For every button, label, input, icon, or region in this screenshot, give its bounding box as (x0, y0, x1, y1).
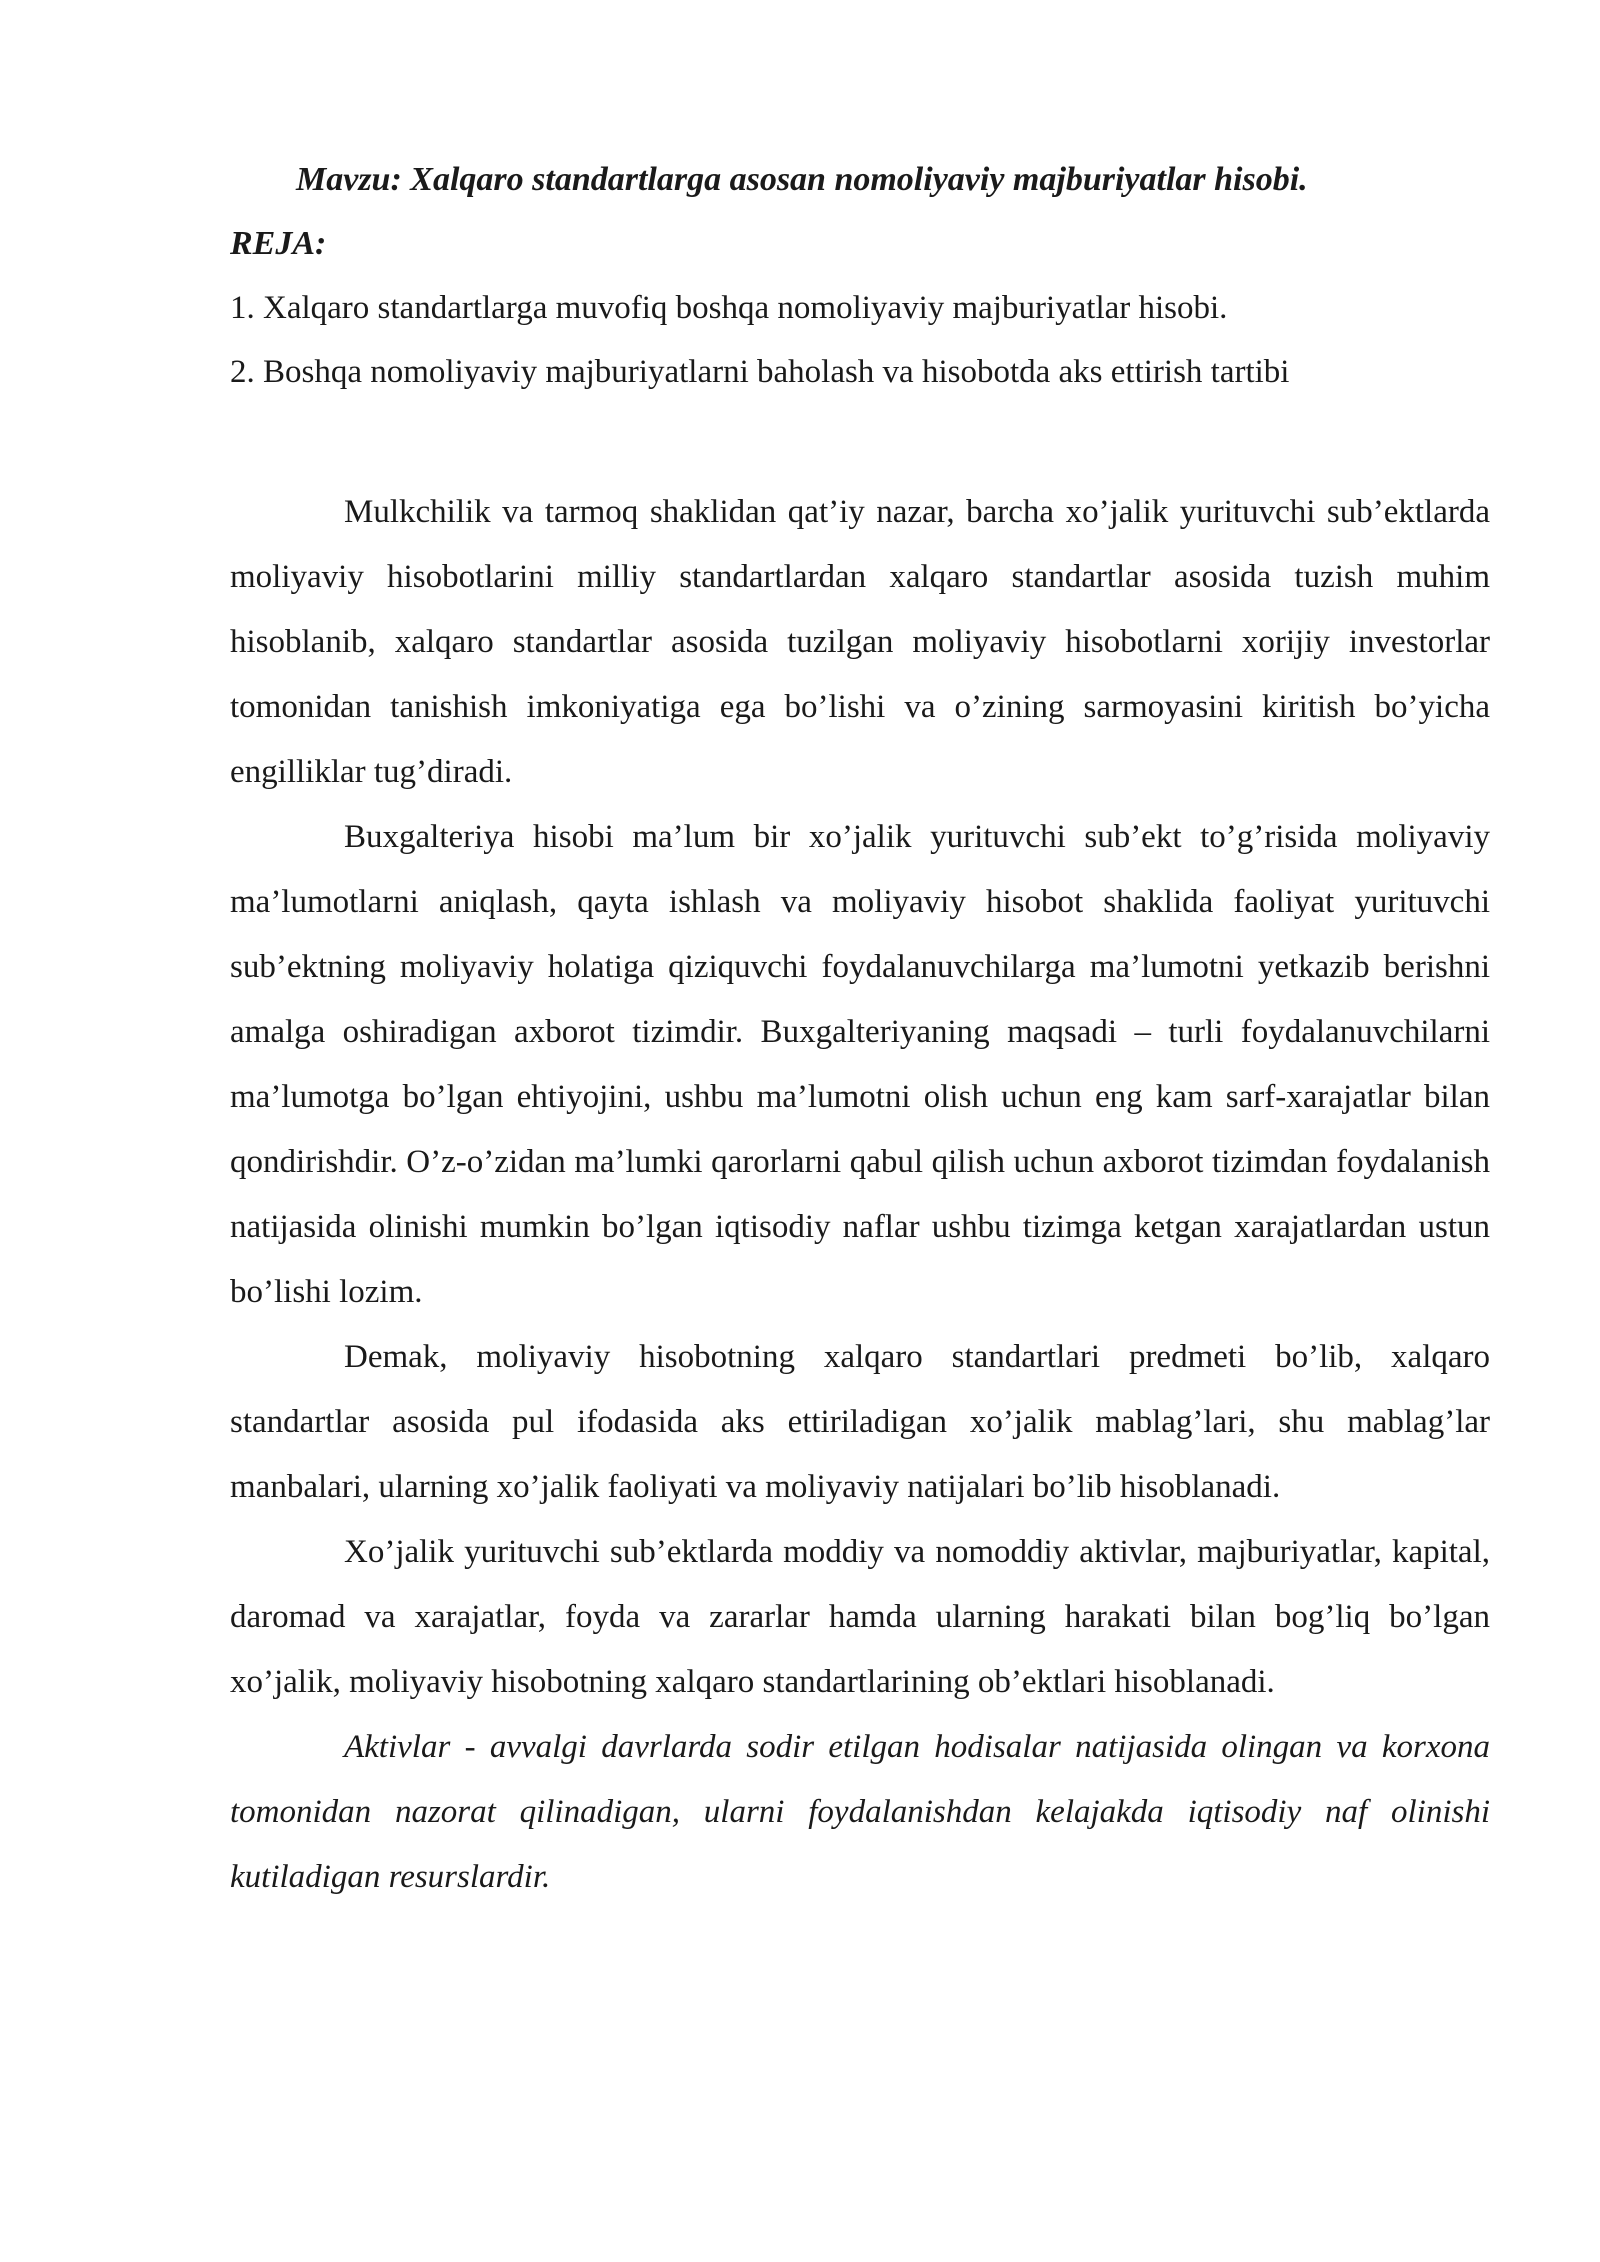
paragraph: Xo’jalik yurituvchi sub’ektlarda moddiy va nomoddiy aktivlar, majburiyatlar, kapital, daromad va xarajatlar, foyda va zararlar hamda ularning harakati bilan bog’liq bo’lgan xo’jalik, moliyaviy hisobotning xalqaro standartlarining ob’ektlari hisoblanadi. (230, 1534, 1490, 1700)
paragraph: Buxgalteriya hisobi ma’lum bir xo’jalik yurituvchi sub’ekt to’g’risida moliyaviy ma’lumotlarni aniqlash, qayta ishlash va moliyaviy hisobot shaklida faoliyat yurituvchi sub’ektning moliyaviy holatiga qiziquvchi foydalanuvchilarga ma’lumotni yetkazib berishni amalga oshiradigan axborot tizimdir. Buxgalteriyaning maqsadi – turli foydalanuvchilarni ma’lumotga bo’lgan ehtiyojini, ushbu ma’lumotni olish uchun eng kam sarf-xarajatlar bilan qondirishdir. O’z-o’zidan ma’lumki qarorlarni qabul qilish uchun axborot tizimdan foydalanish natijasida olinishi mumkin bo’lgan iqtisodiy naflar ushbu tizimga ketgan xarajatlardan ustun bo’lishi lozim. (230, 819, 1490, 1310)
paragraph: Mulkchilik va tarmoq shaklidan qat’iy nazar, barcha xo’jalik yurituvchi sub’ektlarda moliyaviy hisobotlarini milliy standartlardan xalqaro standartlar asosida tuzish muhim hisoblanib, xalqaro standartlar asosida tuzilgan moliyaviy hisobotlarni xorijiy investorlar tomonidan tanishish imkoniyatiga ega bo’lishi va o’zining sarmoyasini kiritish bo’yicha engilliklar tug’diradi. (230, 494, 1490, 790)
paragraph: Demak, moliyaviy hisobotning xalqaro standartlari predmeti bo’lib, xalqaro standartlar asosida pul ifodasida aks ettiriladigan xo’jalik mablag’lari, shu mablag’lar manbalari, ularning xo’jalik faoliyati va moliyaviy natijalari bo’lib hisoblanadi. (230, 1339, 1490, 1505)
plan-item: 1. Xalqaro standartlarga muvofiq boshqa nomoliyaviy majburiyatlar hisobi. (230, 290, 1228, 326)
definition-paragraph: Aktivlar - avvalgi davrlarda sodir etilgan hodisalar natijasida olingan va korxona tomonidan nazorat qilinadigan, ularni foydalanishdan kelajakda iqtisodiy naf olinishi kutiladigan resurslardir. (230, 1729, 1490, 1895)
document-content (230, 148, 1490, 1910)
document-body (230, 480, 1490, 1910)
plan-list (230, 276, 1490, 404)
plan-item: 2. Boshqa nomoliyaviy majburiyatlarni baholash va hisobotda aks ettirish tartibi (230, 354, 1290, 390)
plan-heading: REJA: (230, 225, 327, 262)
document-title: Mavzu: Xalqaro standartlarga asosan nomoliyaviy majburiyatlar hisobi. (296, 161, 1308, 198)
